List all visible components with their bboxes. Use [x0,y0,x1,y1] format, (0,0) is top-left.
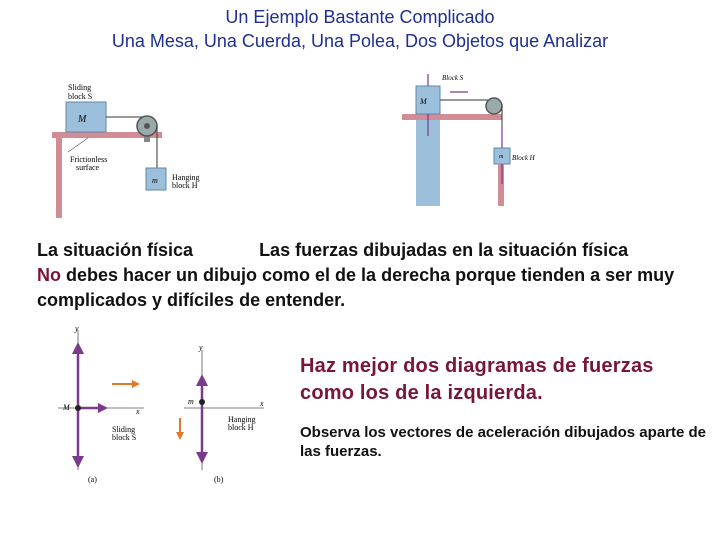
label-sliding-2: block S [68,92,93,101]
caption-left: La situación física [37,240,194,260]
axis-y-a: y [75,324,79,333]
label-block-h: Block H [512,154,535,162]
part-b: (b) [214,475,224,484]
axis-x-b: x [260,399,264,408]
axis-y-b: y [199,343,203,352]
caption-warning-rest: debes hacer un dibujo como el de la derecha porque tienden a ser muy complicados y difíciles de entender. [37,265,675,310]
fbd-mass-m: m [188,397,194,406]
mass-m: m [152,176,158,185]
label-surface-1: Frictionless [70,155,108,164]
label-surface-2: surface [76,163,100,172]
part-a: (a) [88,475,97,484]
fbd-label-h-2: block H [228,423,254,432]
label-hanging-1: Hanging [172,173,200,182]
table-top-2 [402,114,502,120]
advice-note: Observa los vectores de aceleración dibujados aparte de las fuerzas. [300,424,707,460]
mass-small: m [499,154,504,160]
fbd-label-s-1: Sliding [112,425,136,434]
free-body-diagrams [48,322,270,488]
advice-heading: Haz mejor dos diagramas de fuerzas como los de la izquierda. [300,355,654,404]
caption [37,238,717,313]
caption-warning-word: No [37,265,61,285]
label-block-s: Block S [442,74,464,82]
fbd-label-s-2: block S [112,433,137,442]
caption-right: Las fuerzas dibujadas en la situación física [259,240,629,260]
axis-x-a: x [136,407,140,416]
pulley-2 [486,98,502,114]
fbd-mass-M: M [63,403,70,412]
title-line-2: Una Mesa, Una Cuerda, Una Polea, Dos Objetos que Analizar [111,31,609,51]
fbd-label-h-1: Hanging [228,415,256,424]
title-line-1: Un Ejemplo Bastante Complicado [225,7,495,27]
mass-M: M [78,114,87,125]
label-sliding-1: Sliding [68,83,92,92]
label-hanging-2: block H [172,181,198,190]
mass-big: M [420,97,427,106]
table-leg [56,138,62,218]
forces-situation-figure [402,72,540,206]
physical-situation-figure [48,80,206,220]
